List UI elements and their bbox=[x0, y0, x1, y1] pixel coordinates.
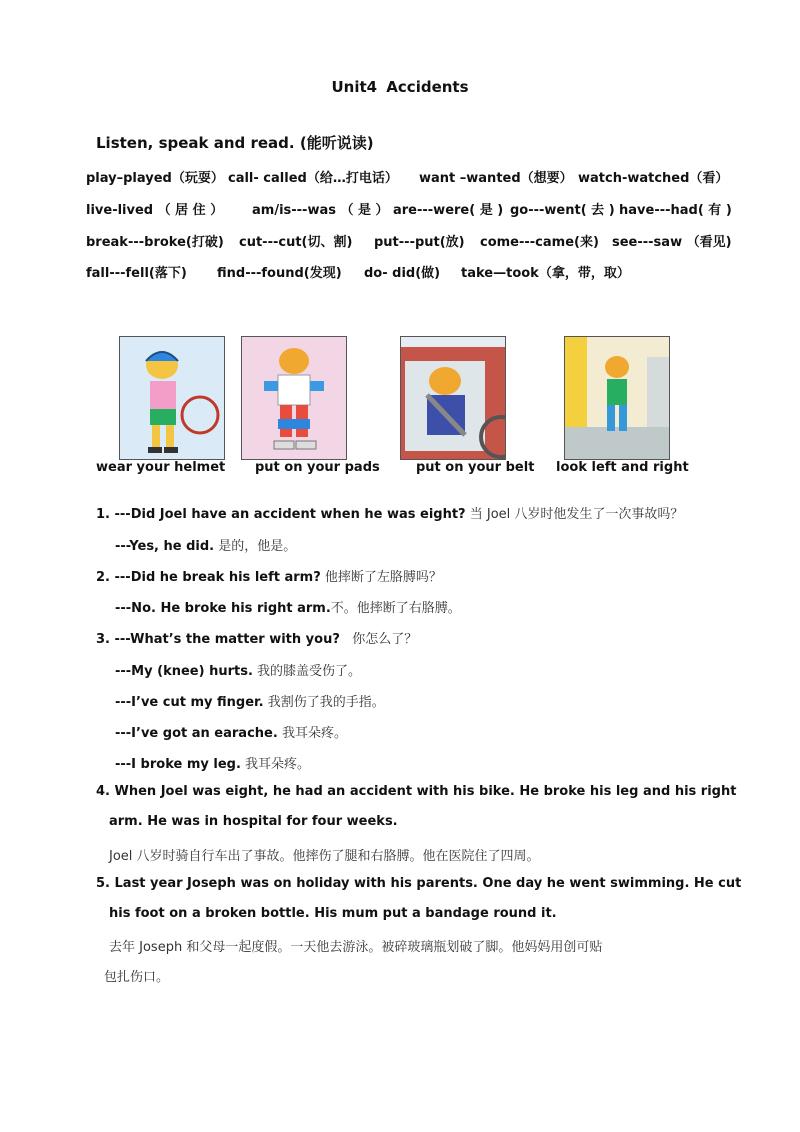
caption-pads: put on your pads bbox=[255, 460, 380, 475]
paragraph-line: his foot on a broken bottle. His mum put a bandage round it. bbox=[109, 906, 557, 921]
caption-helmet: wear your helmet bbox=[96, 460, 226, 475]
vocab-item: come---came(来) bbox=[480, 235, 599, 250]
vocab-item: see---saw （看见) bbox=[612, 235, 732, 250]
vocab-item: break---broke(打破) bbox=[86, 235, 224, 250]
paragraph-translation: 去年 Joseph 和父母一起度假。一天他去游泳。被碎玻璃瓶划破了脚。他妈妈用创可贴 bbox=[109, 940, 603, 955]
seatbelt-illustration bbox=[400, 336, 506, 460]
paragraph-line: arm. He was in hospital for four weeks. bbox=[109, 814, 398, 829]
list-item: ---My (knee) hurts. 我的膝盖受伤了。 bbox=[115, 664, 362, 679]
vocab-item: watch-watched（看） bbox=[578, 171, 729, 186]
list-item: ---I’ve cut my finger. 我割伤了我的手指。 bbox=[115, 695, 385, 710]
list-item: ---I broke my leg. 我耳朵疼。 bbox=[115, 757, 311, 772]
section-heading: Listen, speak and read. (能听说读) bbox=[96, 134, 374, 152]
list-item: 3. ---What’s the matter with you? 你怎么了？ bbox=[96, 632, 418, 647]
crossing-illustration bbox=[564, 336, 670, 460]
page-title: Unit4 Accidents bbox=[331, 78, 469, 96]
pads-illustration bbox=[241, 336, 347, 460]
vocab-item: call- called（给…打电话） bbox=[228, 171, 398, 186]
vocab-item: am/is---was （ 是 ） bbox=[252, 203, 389, 218]
vocab-item: are---were( 是 ) bbox=[393, 203, 504, 218]
vocab-item: go---went( 去 ) bbox=[510, 203, 615, 218]
vocab-item: cut---cut(切、割) bbox=[239, 235, 353, 250]
vocab-item: want –wanted（想要） bbox=[419, 171, 573, 186]
list-item: ---I’ve got an earache. 我耳朵疼。 bbox=[115, 726, 347, 741]
vocab-item: play–played（玩耍） bbox=[86, 171, 224, 186]
list-item: ---Yes, he did. 是的，他是。 bbox=[115, 539, 297, 554]
caption-look: look left and right bbox=[556, 460, 689, 475]
vocab-item: do- did(做) bbox=[364, 266, 441, 281]
paragraph-translation: 包扎伤口。 bbox=[104, 970, 170, 985]
list-item: 2. ---Did he break his left arm? 他摔断了左胳膊吗？ bbox=[96, 570, 442, 585]
helmet-illustration bbox=[119, 336, 225, 460]
vocab-item: take—took（拿，带，取） bbox=[461, 266, 630, 281]
vocab-item: have---had( 有 ) bbox=[619, 203, 732, 218]
vocab-item: fall---fell(落下) bbox=[86, 266, 187, 281]
vocab-item: put---put(放) bbox=[374, 235, 465, 250]
list-item: 1. ---Did Joel have an accident when he was eight? 当 Joel 八岁时他发生了一次事故吗？ bbox=[96, 507, 684, 522]
vocab-item: find---found(发现) bbox=[217, 266, 342, 281]
list-item: ---No. He broke his right arm.不。他摔断了右胳膊。 bbox=[115, 601, 461, 616]
paragraph-line: 5. Last year Joseph was on holiday with his parents. One day he went swimming. He cut bbox=[96, 876, 742, 891]
vocab-item: live-lived （ 居 住 ） bbox=[86, 203, 224, 218]
paragraph-line: 4. When Joel was eight, he had an accident with his bike. He broke his leg and his right bbox=[96, 784, 737, 799]
paragraph-translation: Joel 八岁时骑自行车出了事故。他摔伤了腿和右胳膊。他在医院住了四周。 bbox=[109, 849, 540, 864]
caption-belt: put on your belt bbox=[416, 460, 535, 475]
